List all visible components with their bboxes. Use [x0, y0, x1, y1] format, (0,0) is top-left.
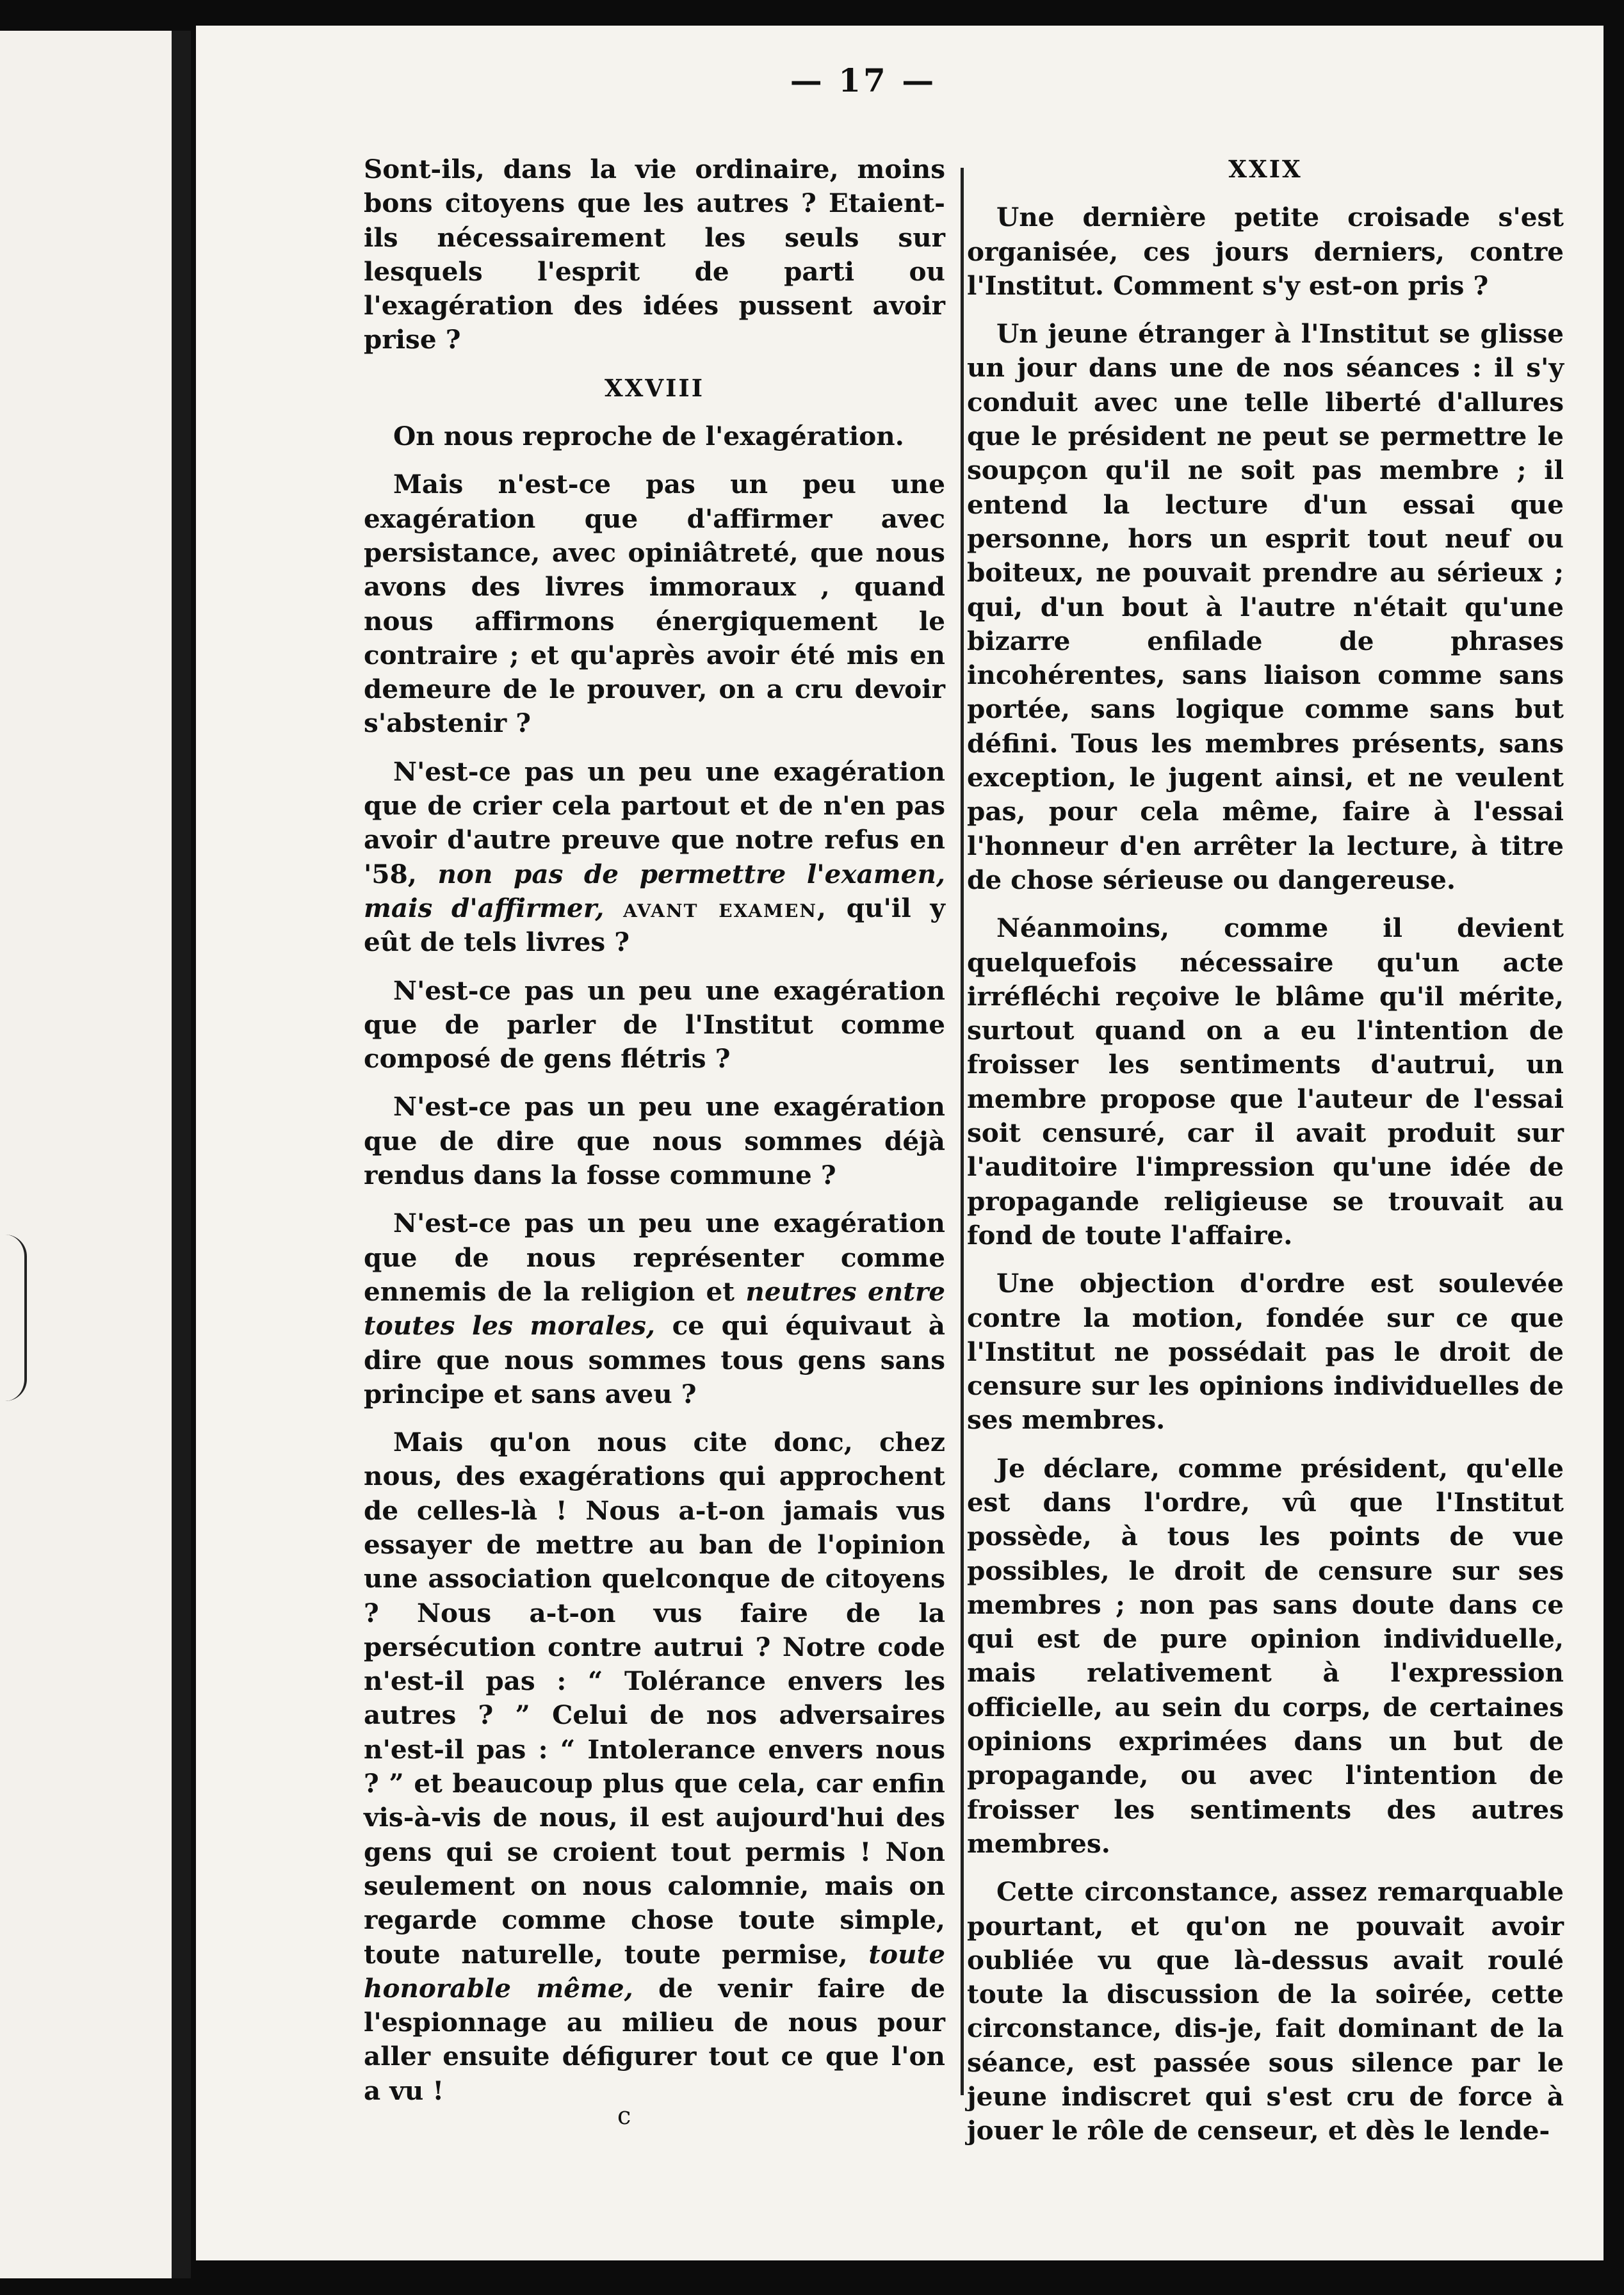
italic-phrase: toute honorable même, — [364, 1938, 945, 2004]
paragraph-text: qu'il y eût de tels livres ? — [364, 892, 945, 958]
paragraph: Néanmoins, comme il devient quelquefois nécessaire qu'un acte irréfléchi reçoive le blâme qu'il mérite, surtout quand on a eu l'intention de froisser les sentiments d'autrui, un membre propose que l'auteur de l'essai soit censuré, car il avait produit sur l'auditoire l'impression qu'une idée de propagande religieuse se trouvait au fond de toute l'affaire. — [967, 912, 1564, 1251]
paragraph: N'est-ce pas un peu une exagération que de dire que nous sommes déjà rendus dans la fosse commune ? — [364, 1091, 945, 1191]
paragraph: Un jeune étranger à l'Institut se glisse un jour dans une de nos séances : il s'y conduit avec une telle liberté d'allures que le président ne peut se permettre le soupçon qu'il ne soit pas membre ; il entend la lecture d'un essai que personne, hors un esprit tout neuf ou boiteux, ne pouvait prendre au sérieux ; qui, d'un bout à l'autre n'était qu'une bizarre enfilade de phrases incohérentes, sans liaison comme sans portée, sans logique comme sans but défini. Tous les membres présents, sans exception, le jugent ainsi, et ne veulent pas, pour cela même, faire à l'essai l'honneur d'en arrêter la lecture, à titre de chose sérieuse ou dangereuse. — [967, 318, 1564, 895]
section-heading-xxix: XXIX — [1228, 155, 1303, 183]
paragraph: Mais n'est-ce pas un peu une exagération que d'affirmer avec persistance, avec opiniâtreté, que nous avons des livres immoraux , quand nous affirmons énergiquement le contraire ; et qu'après avoir été mis en demeure de le prouver, on a cru devoir s'abstenir ? — [364, 469, 945, 739]
paragraph: Je déclare, comme président, qu'elle est dans l'ordre, vû que l'Institut possède, à tous les points de vue possibles, le droit de censure sur ses membres ; non pas sans doute dans ce qui est de pure opinion individuelle, mais relativement à l'expression officielle, au sein du corps, de certaines opinions exprimées dans un but de propagande, ou avec l'intention de froisser les sentiments des autres membres. — [967, 1452, 1564, 1859]
column-divider — [961, 168, 964, 2095]
paragraph: Une dernière petite croisade s'est organisée, ces jours derniers, contre l'Institut. Comment s'y est-on pris ? — [967, 202, 1564, 301]
paragraph-text: N'est-ce pas un peu une exagération que de crier cela partout et de n'en pas avoir d'autre preuve que notre refus en '58, — [364, 756, 945, 889]
book-gutter — [172, 31, 191, 2278]
right-column — [967, 152, 1564, 2162]
paragraph: Cette circonstance, assez remarquable pourtant, et qu'on ne pouvait avoir oubliée vu que là-dessus avait roulé toute la discussion de la soirée, cette circonstance, dis-je, fait dominant de la séance, est passée sous silence par le jeune indiscret qui s'est cru de force à jouer le rôle de censeur, et dès le lende- — [967, 1876, 1564, 2146]
paragraph-text: de venir faire de l'espionnage au milieu de nous pour aller ensuite défigurer tout ce que l'on a vu ! — [364, 1972, 945, 2106]
paragraph: N'est-ce pas un peu une exagération que de parler de l'Institut comme composé de gens flétris ? — [364, 975, 945, 1075]
continuation-paragraph: Sont-ils, dans la vie ordinaire, moins bons citoyens que les autres ? Etaient-ils nécessairement les seuls sur lesquels l'esprit de parti ou l'exagération des idées pussent avoir prise ? — [364, 154, 945, 355]
paragraph — [364, 755, 945, 960]
page-number: — 17 — — [790, 61, 937, 99]
paragraph: On nous reproche de l'exagération. — [393, 421, 904, 452]
margin-bracket — [5, 1235, 27, 1401]
paragraph-text: Mais qu'on nous cite donc, chez nous, des exagérations qui approchent de celles-là ! Nous a-t-on jamais vus essayer de mettre au ban de l'opinion une association quelconque de citoyens ? Nous a-t-on vus faire de la persécution contre autrui ? Notre code n'est-il pas : “ Tolérance envers les autres ? ” Celui de nos adversaires n'est-il pas : “ Intolerance envers nous ? ” et beaucoup plus que cela, car enfin vis-à-vis de nous, il est aujourd'hui des gens qui se croient tout permis ! Non seulement on nous calomnie, mais on regarde comme chose toute simple, toute naturelle, toute permise, — [364, 1427, 945, 1970]
signature-mark: c — [617, 2102, 631, 2130]
left-column — [364, 152, 945, 2122]
italic-phrase: neutres entre toutes les morales, — [364, 1276, 946, 1342]
paragraph-text: ce qui équivaut à dire que nous sommes tous gens sans principe et sans aveu ? — [364, 1310, 945, 1409]
section-heading-xxviii: XXVIII — [604, 373, 705, 402]
italic-phrase: non pas de permettre l'examen, mais d'affirmer, — [364, 858, 945, 923]
facing-page-edge — [0, 31, 172, 2278]
paragraph — [364, 1206, 945, 1411]
smallcaps-phrase: avant examen, — [623, 892, 828, 923]
paragraph — [364, 1425, 945, 2108]
paragraph-text: N'est-ce pas un peu une exagération que de nous représenter comme ennemis de la religion et — [364, 1208, 945, 1307]
paragraph: Une objection d'ordre est soulevée contre la motion, fondée sur ce que l'Institut ne possédait pas le droit de censure sur les opinions individuelles de ses membres. — [967, 1268, 1564, 1436]
